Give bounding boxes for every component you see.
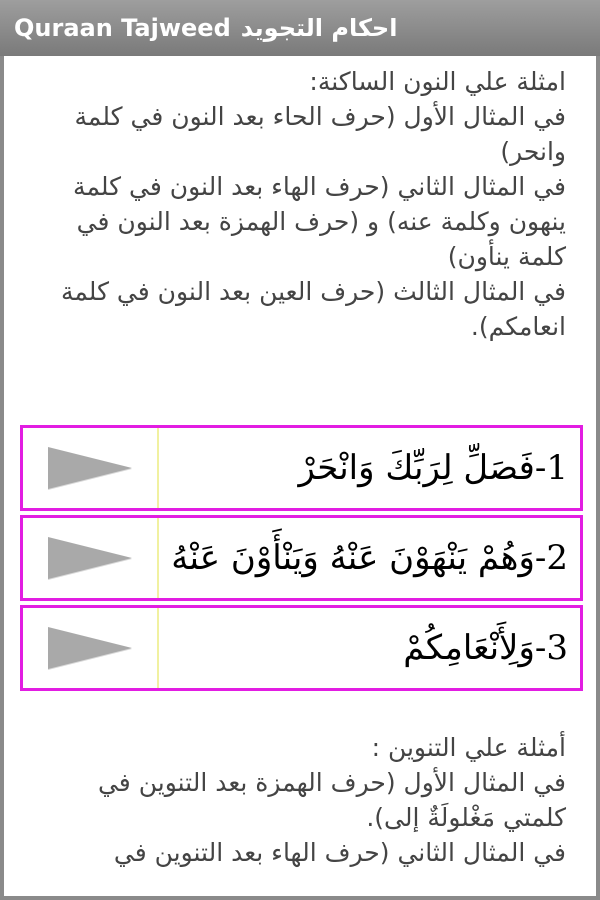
title-bar <box>0 0 600 56</box>
verse-text: 3-وَلِأَنْعَامِكُمْ <box>403 628 568 668</box>
play-icon[interactable] <box>48 447 132 489</box>
examples-list <box>20 425 583 695</box>
play-icon[interactable] <box>48 537 132 579</box>
verse-text: 1-فَصَلِّ لِرَبِّكَ وَانْحَرْ <box>298 448 568 488</box>
section1-line: في المثال الأول (حرف الحاء بعد النون في كلمة وانحر) <box>74 102 566 166</box>
play-button[interactable] <box>23 608 159 688</box>
section1-heading: امثلة علي النون الساكنة: <box>309 67 566 96</box>
play-icon[interactable] <box>48 627 132 669</box>
noon-sakinah-examples-text <box>36 64 566 344</box>
example-row-2[interactable] <box>20 515 583 601</box>
app-title-latin: Quraan Tajweed <box>14 14 231 42</box>
play-button[interactable] <box>23 518 159 598</box>
play-button[interactable] <box>23 428 159 508</box>
example-row-3[interactable] <box>20 605 583 691</box>
app-title-arabic: احكام التجويد <box>240 14 398 42</box>
tanween-examples-text <box>36 730 566 870</box>
example-row-1[interactable] <box>20 425 583 511</box>
verse-text: 2-وَهُمْ يَنْهَوْنَ عَنْهُ وَيَنْأَوْنَ عَنْهُ <box>171 538 568 578</box>
section2-heading: أمثلة علي التنوين : <box>371 733 566 762</box>
section2-line: في المثال الأول (حرف الهمزة بعد التنوين في كلمتي مَغْلولَةٌ إلى). <box>97 768 566 832</box>
section1-line: في المثال الثاني (حرف الهاء بعد النون في كلمة ينهون وكلمة عنه) و (حرف الهمزة بعد النون في كلمة ينأون) <box>73 172 566 271</box>
section2-line: في المثال الثاني (حرف الهاء بعد التنوين في <box>113 838 566 867</box>
section1-line: في المثال الثالث (حرف العين بعد النون في كلمة انعامكم). <box>60 277 566 341</box>
